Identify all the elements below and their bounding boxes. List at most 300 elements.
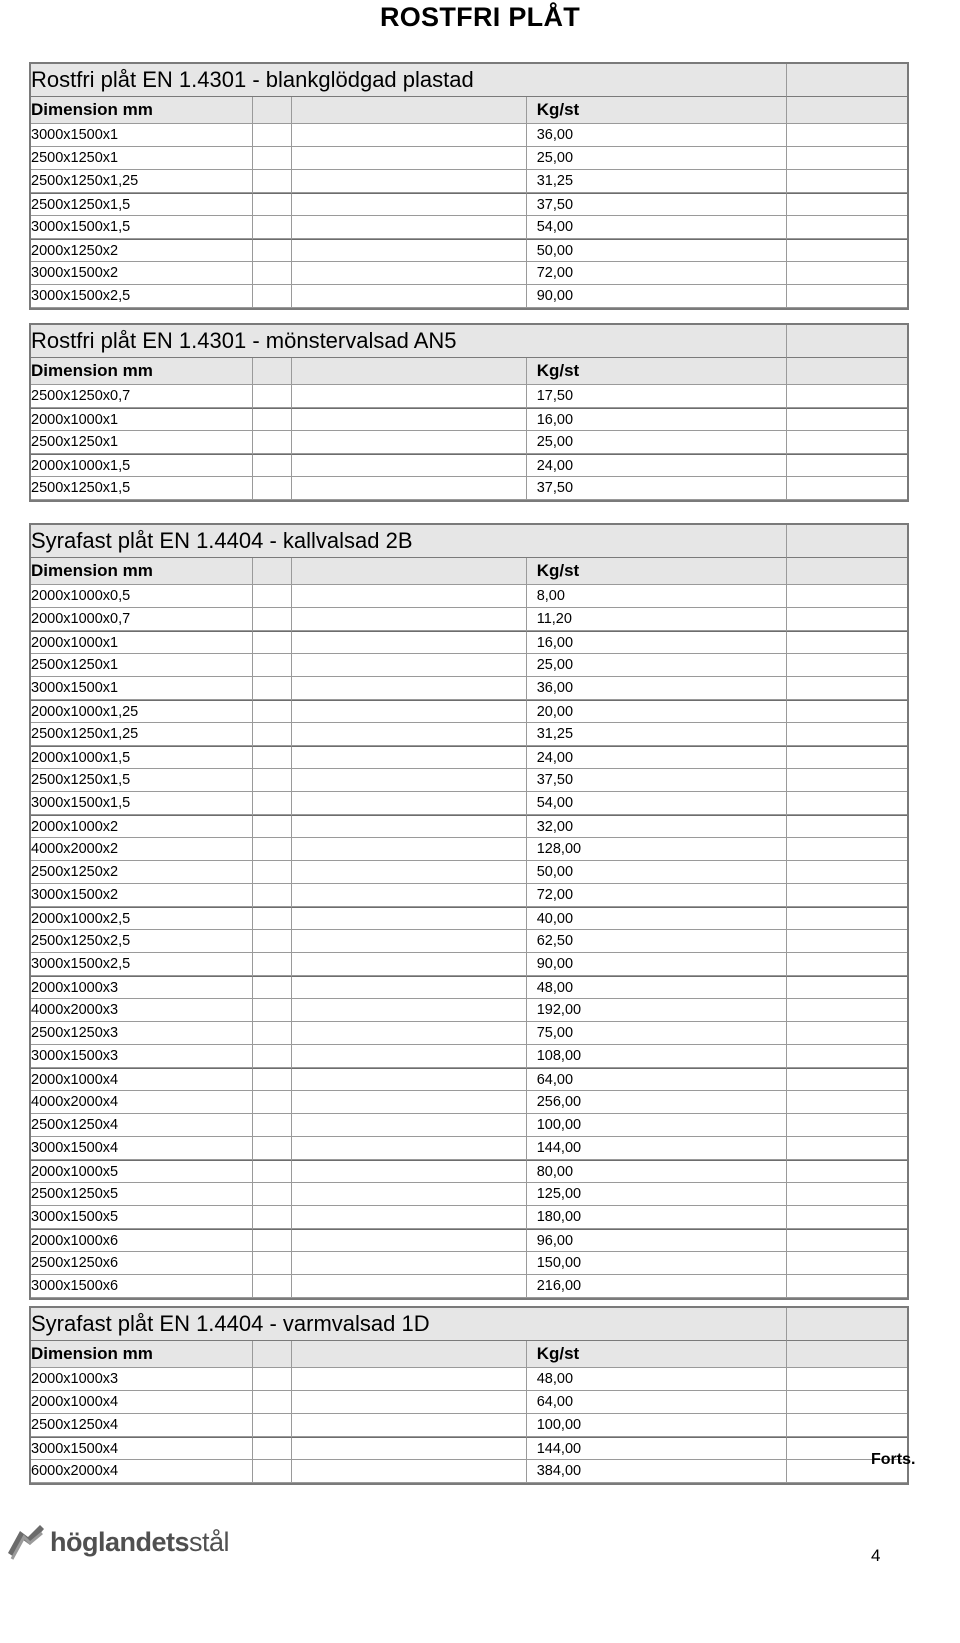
dimension-value: 3000x1500x1,5 [31, 795, 131, 811]
empty-cell [787, 907, 907, 930]
table-row [31, 1368, 907, 1391]
empty-cell [787, 558, 907, 585]
weight-value: 192,00 [536, 1002, 582, 1018]
empty-cell [787, 358, 907, 385]
table-row [31, 408, 907, 431]
empty-cell [253, 631, 292, 654]
dimension-value: 2000x1000x0,5 [31, 588, 131, 604]
empty-cell [292, 815, 527, 838]
dimension-value: 3000x1500x1 [31, 127, 119, 143]
empty-cell [292, 1368, 527, 1391]
column-header-weight: Kg/st [536, 561, 580, 580]
dimension-value: 2500x1250x4 [31, 1417, 119, 1433]
table-row [31, 239, 907, 262]
empty-cell [787, 608, 907, 631]
dimension-value: 4000x2000x4 [31, 1094, 119, 1110]
empty-cell [292, 631, 527, 654]
table-row [31, 815, 907, 838]
empty-cell [253, 746, 292, 769]
empty-cell [253, 1391, 292, 1414]
table-row [31, 1022, 907, 1045]
column-header-dimension: Dimension mm [31, 1344, 153, 1363]
empty-cell [787, 325, 907, 358]
price-table-3 [29, 523, 909, 1300]
empty-cell [787, 285, 907, 308]
weight-value: 100,00 [536, 1117, 582, 1133]
empty-cell [292, 677, 527, 700]
column-header-row [31, 1341, 907, 1368]
weight-value: 8,00 [536, 588, 565, 604]
table-row [31, 147, 907, 170]
table-row [31, 216, 907, 239]
empty-cell [292, 723, 527, 746]
dimension-value: 2000x1000x1 [31, 411, 119, 428]
empty-cell [253, 285, 292, 308]
empty-cell [787, 1022, 907, 1045]
empty-cell [253, 1160, 292, 1183]
section-title: Rostfri plåt EN 1.4301 - blankglödgad plastad [31, 67, 474, 92]
section-title: Syrafast plåt EN 1.4404 - kallvalsad 2B [31, 528, 413, 553]
empty-cell [253, 999, 292, 1022]
empty-cell [253, 723, 292, 746]
table-row [31, 431, 907, 454]
weight-value: 90,00 [536, 956, 574, 972]
empty-cell [787, 385, 907, 408]
weight-value: 54,00 [536, 795, 574, 811]
dimension-value: 3000x1500x5 [31, 1209, 119, 1225]
empty-cell [787, 1275, 907, 1298]
weight-value: 180,00 [536, 1209, 582, 1225]
empty-cell [253, 1229, 292, 1252]
weight-value: 31,25 [536, 173, 574, 189]
weight-value: 31,25 [536, 726, 574, 742]
empty-cell [787, 815, 907, 838]
table-row [31, 454, 907, 477]
table-row [31, 884, 907, 907]
empty-cell [787, 147, 907, 170]
empty-cell [787, 170, 907, 193]
empty-cell [253, 677, 292, 700]
dimension-value: 2500x1250x5 [31, 1186, 119, 1202]
empty-cell [253, 585, 292, 608]
empty-cell [292, 170, 527, 193]
empty-cell [292, 999, 527, 1022]
column-header-row [31, 558, 907, 585]
page-number: 4 [871, 1546, 881, 1565]
empty-cell [253, 1183, 292, 1206]
empty-cell [253, 1414, 292, 1437]
weight-value: 48,00 [536, 979, 574, 996]
empty-cell [787, 1206, 907, 1229]
empty-cell [787, 525, 907, 558]
weight-value: 90,00 [536, 288, 574, 304]
table-row [31, 285, 907, 308]
empty-cell [292, 385, 527, 408]
empty-cell [787, 999, 907, 1022]
weight-value: 24,00 [536, 749, 574, 766]
empty-cell [253, 838, 292, 861]
empty-cell [787, 884, 907, 907]
empty-cell [253, 1045, 292, 1068]
empty-cell [292, 1091, 527, 1114]
empty-cell [292, 585, 527, 608]
column-header-weight: Kg/st [536, 1344, 580, 1363]
table-row [31, 1206, 907, 1229]
empty-cell [253, 792, 292, 815]
weight-value: 100,00 [536, 1417, 582, 1433]
table-row [31, 1275, 907, 1298]
weight-value: 50,00 [536, 242, 574, 259]
weight-value: 16,00 [536, 411, 574, 428]
empty-cell [292, 124, 527, 147]
weight-value: 75,00 [536, 1025, 574, 1041]
column-header-dimension: Dimension mm [31, 100, 153, 119]
dimension-value: 2500x1250x4 [31, 1117, 119, 1133]
empty-cell [787, 700, 907, 723]
empty-cell [292, 608, 527, 631]
column-header-weight: Kg/st [536, 100, 580, 119]
empty-cell [787, 1308, 907, 1341]
empty-cell [253, 654, 292, 677]
empty-cell [787, 838, 907, 861]
dimension-value: 2500x1250x6 [31, 1255, 119, 1271]
empty-cell [292, 654, 527, 677]
empty-cell [292, 358, 527, 385]
dimension-value: 3000x1500x2 [31, 265, 119, 281]
empty-cell [787, 1045, 907, 1068]
dimension-value: 2500x1250x2 [31, 864, 119, 880]
dimension-value: 2000x1000x1,5 [31, 457, 131, 474]
empty-cell [253, 97, 292, 124]
empty-cell [253, 1022, 292, 1045]
weight-value: 36,00 [536, 127, 574, 143]
weight-value: 216,00 [536, 1278, 582, 1294]
dimension-value: 3000x1500x3 [31, 1048, 119, 1064]
empty-cell [253, 147, 292, 170]
empty-cell [292, 1022, 527, 1045]
table-row [31, 124, 907, 147]
dimension-value: 2000x1250x2 [31, 242, 119, 259]
weight-value: 50,00 [536, 864, 574, 880]
weight-value: 150,00 [536, 1255, 582, 1271]
brand-name-bold: höglandets [50, 1526, 190, 1557]
weight-value: 36,00 [536, 680, 574, 696]
column-header-dimension: Dimension mm [31, 561, 153, 580]
dimension-value: 2000x1000x1 [31, 634, 119, 651]
empty-cell [292, 1068, 527, 1091]
dimension-value: 2000x1000x6 [31, 1232, 119, 1249]
empty-cell [787, 216, 907, 239]
empty-cell [292, 262, 527, 285]
dimension-value: 2500x1250x3 [31, 1025, 119, 1041]
empty-cell [292, 193, 527, 216]
empty-cell [253, 815, 292, 838]
price-table-2 [29, 323, 909, 502]
empty-cell [292, 953, 527, 976]
dimension-value: 2000x1000x4 [31, 1394, 119, 1410]
dimension-value: 3000x1500x2 [31, 887, 119, 903]
table-row [31, 1252, 907, 1275]
empty-cell [292, 1114, 527, 1137]
empty-cell [292, 1206, 527, 1229]
weight-value: 11,20 [536, 611, 572, 627]
empty-cell [787, 631, 907, 654]
dimension-value: 6000x2000x4 [31, 1463, 119, 1479]
empty-cell [787, 1114, 907, 1137]
table-row [31, 861, 907, 884]
logo-mark-icon [6, 1523, 46, 1561]
weight-value: 54,00 [536, 219, 574, 235]
empty-cell [253, 976, 292, 999]
empty-cell [292, 147, 527, 170]
empty-cell [253, 884, 292, 907]
empty-cell [787, 239, 907, 262]
continued-label: Forts. [871, 1451, 916, 1468]
empty-cell [787, 861, 907, 884]
empty-cell [253, 216, 292, 239]
table-row [31, 1437, 907, 1460]
empty-cell [292, 1229, 527, 1252]
page-title: ROSTFRI PLÅT [379, 2, 581, 32]
empty-cell [787, 1252, 907, 1275]
weight-value: 144,00 [536, 1140, 582, 1156]
empty-cell [787, 585, 907, 608]
empty-cell [253, 170, 292, 193]
dimension-value: 2000x1000x4 [31, 1071, 119, 1088]
empty-cell [292, 1414, 527, 1437]
empty-cell [292, 1045, 527, 1068]
weight-value: 24,00 [536, 457, 574, 474]
empty-cell [787, 677, 907, 700]
empty-cell [292, 884, 527, 907]
empty-cell [787, 193, 907, 216]
price-table-4 [29, 1306, 909, 1485]
empty-cell [292, 1437, 527, 1460]
section-title: Syrafast plåt EN 1.4404 - varmvalsad 1D [31, 1311, 430, 1336]
weight-value: 32,00 [536, 818, 574, 835]
table-row [31, 193, 907, 216]
empty-cell [787, 930, 907, 953]
weight-value: 62,50 [536, 933, 574, 949]
table-row [31, 1114, 907, 1137]
empty-cell [787, 723, 907, 746]
empty-cell [292, 454, 527, 477]
empty-cell [253, 1137, 292, 1160]
table-row [31, 1068, 907, 1091]
brand-name-light: stål [189, 1526, 230, 1557]
section-title: Rostfri plåt EN 1.4301 - mönstervalsad AN5 [31, 328, 457, 353]
empty-cell [253, 193, 292, 216]
weight-value: 16,00 [536, 634, 574, 651]
brand-logo [6, 1523, 229, 1561]
empty-cell [253, 1252, 292, 1275]
empty-cell [292, 907, 527, 930]
table-row [31, 838, 907, 861]
empty-cell [787, 792, 907, 815]
table-row [31, 930, 907, 953]
empty-cell [292, 558, 527, 585]
empty-cell [253, 930, 292, 953]
dimension-value: 2500x1250x1 [31, 657, 119, 673]
dimension-value: 2000x1000x1,25 [31, 703, 139, 720]
table-row [31, 677, 907, 700]
dimension-value: 2500x1250x2,5 [31, 933, 131, 949]
empty-cell [292, 1391, 527, 1414]
empty-cell [292, 700, 527, 723]
empty-cell [253, 1460, 292, 1483]
empty-cell [253, 1091, 292, 1114]
empty-cell [253, 1206, 292, 1229]
dimension-value: 2000x1000x3 [31, 1371, 119, 1387]
empty-cell [787, 477, 907, 500]
empty-cell [292, 1183, 527, 1206]
weight-value: 125,00 [536, 1186, 582, 1202]
empty-cell [292, 216, 527, 239]
table-row [31, 1183, 907, 1206]
table-row [31, 907, 907, 930]
table-row [31, 1391, 907, 1414]
empty-cell [292, 792, 527, 815]
empty-cell [787, 654, 907, 677]
table-row [31, 700, 907, 723]
empty-cell [292, 285, 527, 308]
empty-cell [292, 431, 527, 454]
empty-cell [787, 769, 907, 792]
table-row [31, 1229, 907, 1252]
weight-value: 37,50 [536, 772, 574, 788]
weight-value: 25,00 [536, 657, 574, 673]
table-row [31, 746, 907, 769]
empty-cell [292, 746, 527, 769]
empty-cell [253, 1068, 292, 1091]
empty-cell [253, 477, 292, 500]
empty-cell [787, 1391, 907, 1414]
empty-cell [253, 1114, 292, 1137]
column-header-row [31, 97, 907, 124]
table-row [31, 1091, 907, 1114]
price-table-1 [29, 62, 909, 310]
weight-value: 20,00 [536, 703, 574, 720]
empty-cell [253, 262, 292, 285]
table-row [31, 1460, 907, 1483]
table-row [31, 608, 907, 631]
weight-value: 40,00 [536, 910, 574, 927]
empty-cell [253, 608, 292, 631]
empty-cell [787, 1368, 907, 1391]
weight-value: 37,50 [536, 196, 574, 213]
dimension-value: 4000x2000x2 [31, 841, 119, 857]
weight-value: 25,00 [536, 434, 574, 450]
empty-cell [292, 930, 527, 953]
table-row [31, 1137, 907, 1160]
weight-value: 80,00 [536, 1163, 574, 1180]
weight-value: 17,50 [536, 388, 574, 404]
empty-cell [253, 861, 292, 884]
dimension-value: 2500x1250x1 [31, 150, 119, 166]
empty-cell [292, 477, 527, 500]
weight-value: 48,00 [536, 1371, 574, 1387]
empty-cell [787, 953, 907, 976]
table-row [31, 631, 907, 654]
weight-value: 25,00 [536, 150, 574, 166]
table-row [31, 1160, 907, 1183]
empty-cell [787, 64, 907, 97]
weight-value: 72,00 [536, 265, 574, 281]
table-row [31, 953, 907, 976]
table-row [31, 792, 907, 815]
empty-cell [253, 454, 292, 477]
empty-cell [787, 262, 907, 285]
column-header-row [31, 358, 907, 385]
empty-cell [292, 97, 527, 124]
empty-cell [253, 953, 292, 976]
empty-cell [787, 1414, 907, 1437]
empty-cell [787, 124, 907, 147]
column-header-dimension: Dimension mm [31, 361, 153, 380]
dimension-value: 3000x1500x2,5 [31, 288, 131, 304]
weight-value: 96,00 [536, 1232, 574, 1249]
empty-cell [253, 769, 292, 792]
empty-cell [292, 408, 527, 431]
empty-cell [787, 408, 907, 431]
weight-value: 37,50 [536, 480, 574, 496]
empty-cell [787, 1068, 907, 1091]
table-row [31, 1045, 907, 1068]
weight-value: 72,00 [536, 887, 574, 903]
dimension-value: 2500x1250x1,5 [31, 772, 131, 788]
table-row [31, 585, 907, 608]
dimension-value: 3000x1500x4 [31, 1140, 119, 1156]
empty-cell [787, 454, 907, 477]
dimension-value: 2500x1250x1,5 [31, 480, 131, 496]
empty-cell [292, 1137, 527, 1160]
weight-value: 256,00 [536, 1094, 582, 1110]
dimension-value: 2500x1250x1,25 [31, 726, 139, 742]
table-row [31, 769, 907, 792]
empty-cell [253, 1275, 292, 1298]
empty-cell [253, 124, 292, 147]
table-row [31, 477, 907, 500]
empty-cell [253, 408, 292, 431]
empty-cell [253, 700, 292, 723]
empty-cell [787, 1137, 907, 1160]
empty-cell [787, 1160, 907, 1183]
dimension-value: 2000x1000x2 [31, 818, 119, 835]
empty-cell [787, 431, 907, 454]
dimension-value: 2000x1000x2,5 [31, 910, 131, 927]
empty-cell [292, 1252, 527, 1275]
weight-value: 128,00 [536, 841, 582, 857]
empty-cell [787, 1183, 907, 1206]
dimension-value: 3000x1500x1,5 [31, 219, 131, 235]
empty-cell [292, 1275, 527, 1298]
dimension-value: 3000x1500x2,5 [31, 956, 131, 972]
dimension-value: 2000x1000x1,5 [31, 749, 131, 766]
weight-value: 144,00 [536, 1440, 582, 1457]
table-row [31, 654, 907, 677]
empty-cell [253, 558, 292, 585]
empty-cell [292, 1460, 527, 1483]
table-row [31, 170, 907, 193]
table-row [31, 723, 907, 746]
empty-cell [253, 907, 292, 930]
column-header-weight: Kg/st [536, 361, 580, 380]
dimension-value: 3000x1500x1 [31, 680, 119, 696]
table-row [31, 262, 907, 285]
dimension-value: 4000x2000x3 [31, 1002, 119, 1018]
empty-cell [253, 358, 292, 385]
empty-cell [787, 1091, 907, 1114]
